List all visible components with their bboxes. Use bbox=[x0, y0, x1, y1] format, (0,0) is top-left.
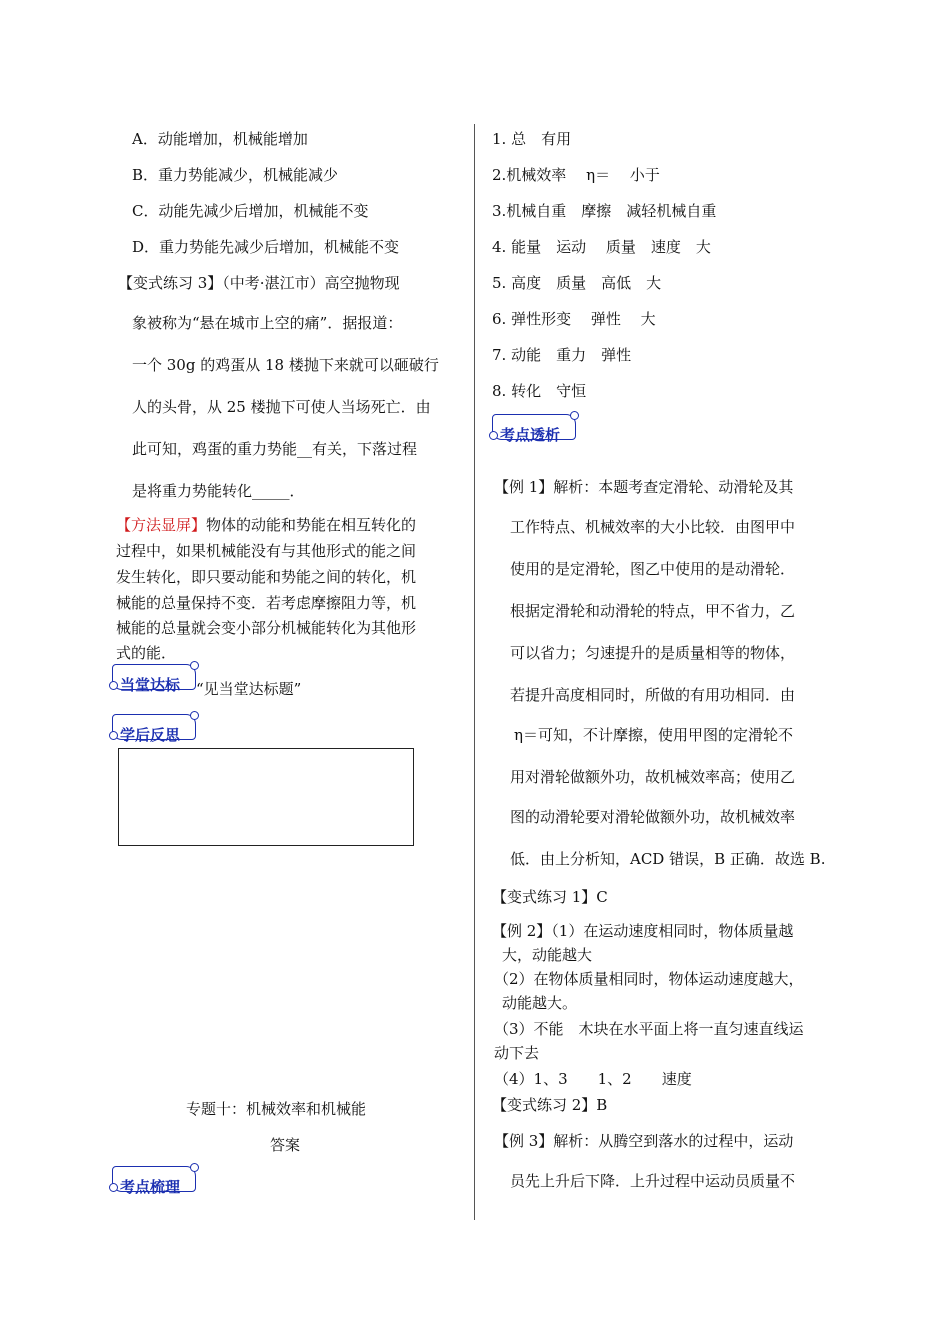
example1-line: 工作特点、机械效率的大小比较．由图甲中 bbox=[510, 518, 796, 536]
answer-item: 4. 能量 运动 质量 速度 大 bbox=[492, 238, 711, 256]
example3-line: 【例 3】解析：从腾空到落水的过程中，运动 bbox=[494, 1132, 794, 1150]
variant3-line: 象被称为“悬在城市上空的痛”．据报道： bbox=[132, 314, 403, 332]
answer-item: 5. 高度 质量 高低 大 bbox=[492, 274, 662, 292]
method-tag: 【方法显屏】 bbox=[116, 516, 207, 534]
section-label-text: 考点透析 bbox=[500, 426, 561, 444]
example1-line: 图的动滑轮要对滑轮做额外功，故机械效率 bbox=[510, 808, 796, 826]
variant3-line: 【变式练习 3】（中考·湛江市）高空抛物现 bbox=[118, 274, 400, 292]
section-label-text: 考点梳理 bbox=[120, 1178, 181, 1196]
dangtang-text: “见当堂达标题” bbox=[196, 680, 302, 698]
variant3-line: 一个 30g 的鸡蛋从 18 楼抛下来就可以砸破行 bbox=[132, 356, 439, 374]
topic-title: 专题十：机械效率和机械能 bbox=[186, 1100, 367, 1118]
example1-line: 用对滑轮做额外功，故机械效率高；使用乙 bbox=[510, 768, 796, 786]
example1-line: 若提升高度相同时，所做的有用功相同．由 bbox=[510, 686, 796, 704]
answer-item: 3.机械自重 摩擦 减轻机械自重 bbox=[492, 202, 717, 220]
answer-item: 7. 动能 重力 弹性 bbox=[492, 346, 632, 364]
method-line: 式的能． bbox=[116, 644, 177, 662]
answer-item: 1. 总 有用 bbox=[492, 130, 572, 148]
example2-line: 动能越大。 bbox=[502, 994, 578, 1012]
variant3-line: 此可知，鸡蛋的重力势能__有关，下落过程 bbox=[132, 440, 418, 458]
answer-item: 8. 转化 守恒 bbox=[492, 382, 587, 400]
variant1-answer: 【变式练习 1】C bbox=[492, 888, 608, 906]
method-line: 械能的总量保持不变．若考虑摩擦阻力等，机 bbox=[116, 594, 417, 612]
example3-line: 员先上升后下降．上升过程中运动员质量不 bbox=[510, 1172, 796, 1190]
option-b: B．重力势能减少，机械能减少 bbox=[132, 166, 339, 184]
method-line: 过程中，如果机械能没有与其他形式的能之间 bbox=[116, 542, 417, 560]
method-line: 械能的总量就会变小部分机械能转化为其他形 bbox=[116, 619, 417, 637]
option-a: A．动能增加，机械能增加 bbox=[132, 130, 308, 148]
variant2-answer: 【变式练习 2】B bbox=[492, 1096, 608, 1114]
reflection-box bbox=[118, 748, 414, 846]
answer-item: 2.机械效率 η＝ 小于 bbox=[492, 166, 660, 184]
variant3-line: 人的头骨，从 25 楼抛下可使人当场死亡．由 bbox=[132, 398, 431, 416]
example2-line: （4）1、3 1、2 速度 bbox=[494, 1070, 692, 1088]
option-c: C．动能先减少后增加，机械能不变 bbox=[132, 202, 369, 220]
section-label-text: 当堂达标 bbox=[120, 676, 181, 694]
example1-line: 低．由上分析知，ACD 错误，B 正确．故选 B. bbox=[510, 850, 826, 868]
option-d: D．重力势能先减少后增加，机械能不变 bbox=[132, 238, 400, 256]
method-line: 发生转化，即只要动能和势能之间的转化，机 bbox=[116, 568, 417, 586]
section-label-text: 学后反思 bbox=[120, 726, 181, 744]
method-line-1 bbox=[116, 514, 416, 535]
column-divider bbox=[474, 124, 475, 1220]
method-text: 物体的动能和势能在相互转化的 bbox=[206, 516, 417, 534]
example2-line: （3）不能 木块在水平面上将一直匀速直线运 bbox=[494, 1020, 804, 1038]
example2-line: 动下去 bbox=[494, 1044, 540, 1062]
example2-line: （2）在物体质量相同时，物体运动速度越大， bbox=[494, 970, 804, 988]
example2-line: 大，动能越大 bbox=[502, 946, 593, 964]
answer-item: 6. 弹性形变 弹性 大 bbox=[492, 310, 656, 328]
example1-line: 可以省力；匀速提升的是质量相等的物体， bbox=[510, 644, 796, 662]
example2-line: 【例 2】（1）在运动速度相同时，物体质量越 bbox=[492, 922, 794, 940]
example1-line: 使用的是定滑轮，图乙中使用的是动滑轮． bbox=[510, 560, 796, 578]
variant3-line: 是将重力势能转化_____． bbox=[132, 482, 305, 500]
example1-line: η＝可知，不计摩擦，使用甲图的定滑轮不 bbox=[514, 726, 793, 744]
example1-line: 根据定滑轮和动滑轮的特点，甲不省力，乙 bbox=[510, 602, 796, 620]
example1-line: 【例 1】解析：本题考查定滑轮、动滑轮及其 bbox=[494, 478, 794, 496]
answer-title: 答案 bbox=[270, 1136, 301, 1154]
